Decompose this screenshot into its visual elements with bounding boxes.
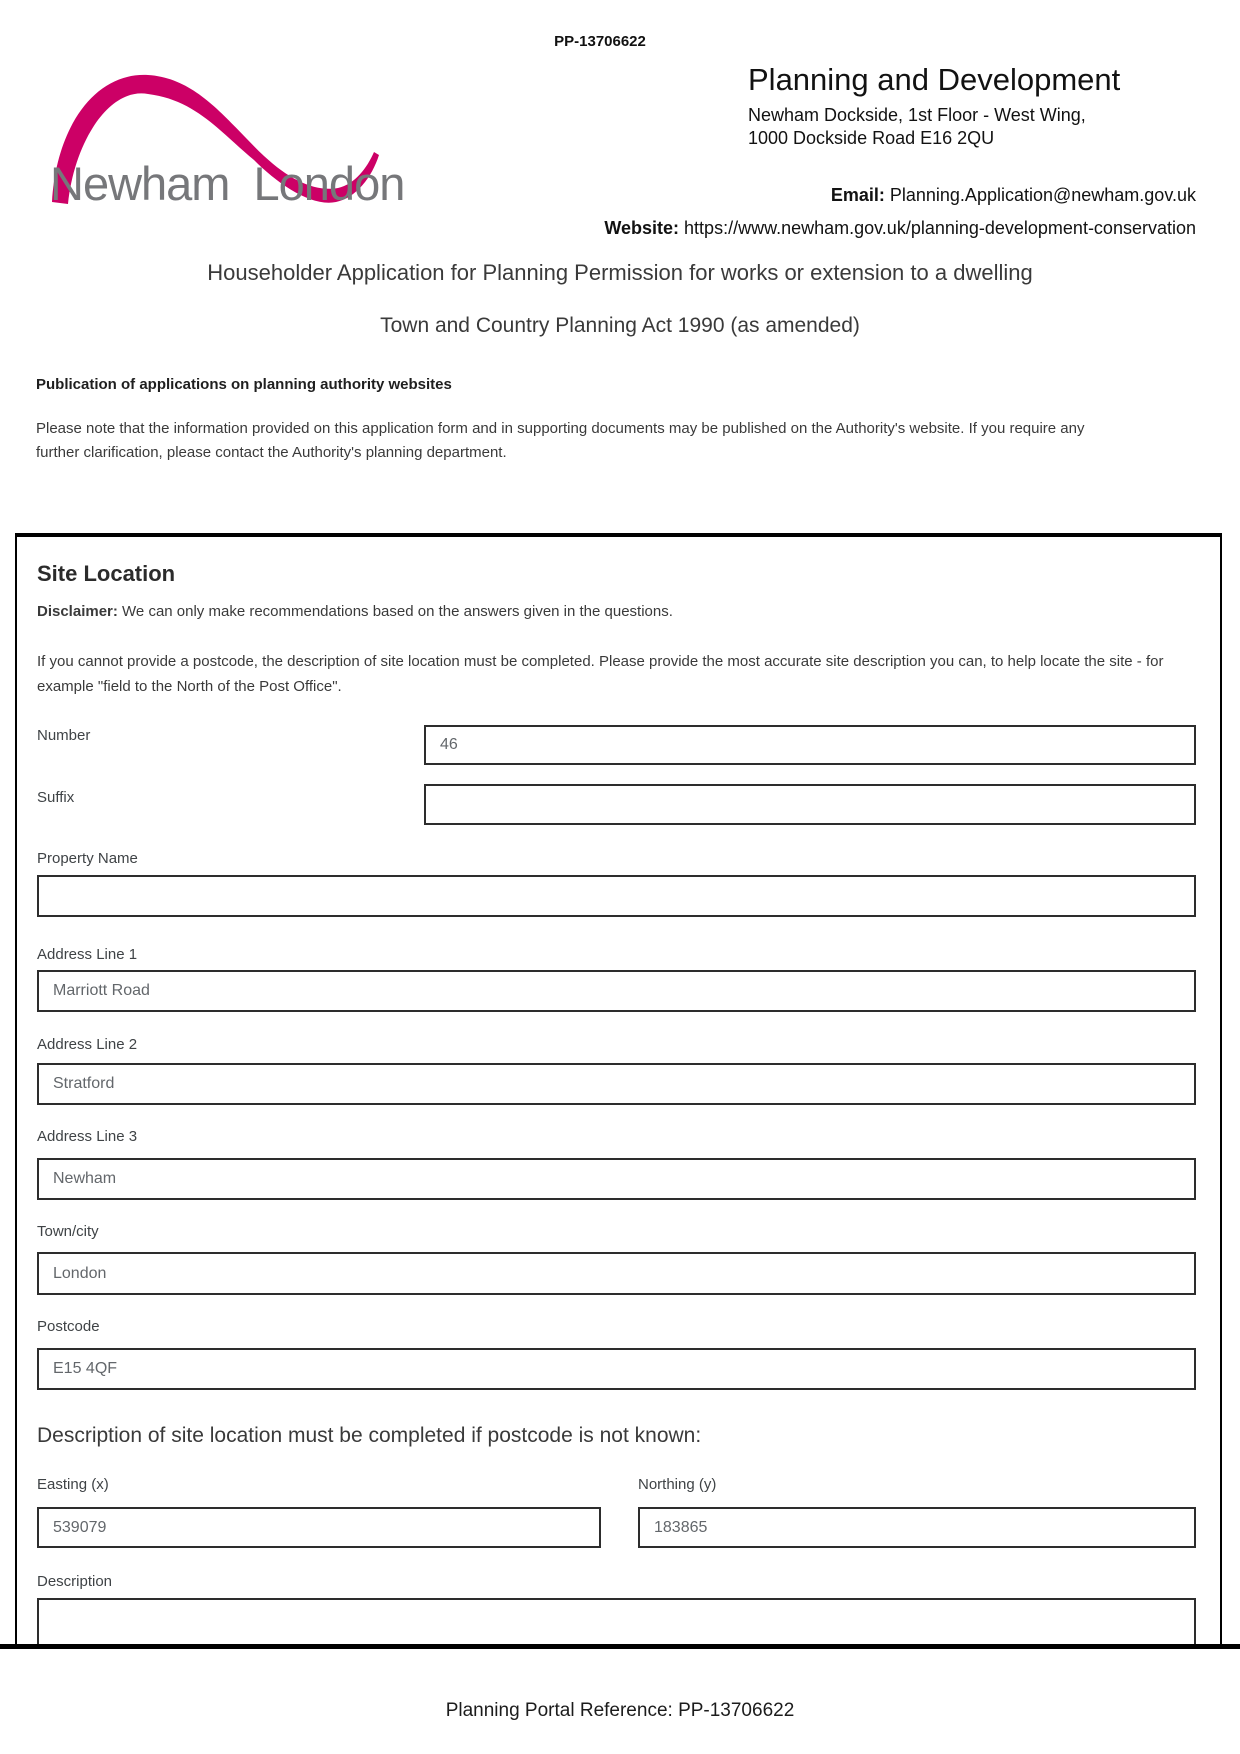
- address-line1-label: Address Line 1: [37, 946, 138, 963]
- northing-input[interactable]: [638, 1507, 1196, 1548]
- address-line2-input[interactable]: [37, 1063, 1196, 1105]
- publication-heading: Publication of applications on planning authority websites: [36, 376, 452, 393]
- disclaimer-text: We can only make recommendations based on the answers given in the questions.: [117, 603, 673, 620]
- top-reference: PP-13706622: [554, 33, 646, 50]
- easting-input[interactable]: [37, 1507, 601, 1548]
- number-input[interactable]: [424, 725, 1196, 765]
- section-heading: Site Location: [37, 561, 176, 586]
- publication-text: Please note that the information provided on this application form and in supporting documents may be published on the Authority's website. If you require any further clarification, please contact the Authority's planning department.: [36, 420, 1085, 461]
- email-label: Email:: [830, 185, 885, 205]
- newham-london-logo: [48, 60, 405, 222]
- postcode-label: Postcode: [37, 1318, 100, 1335]
- document-title: Householder Application for Planning Permission for works or extension to a dwelling: [207, 260, 1033, 285]
- description-label: Description: [37, 1573, 113, 1590]
- northing-label: Northing (y): [638, 1476, 717, 1493]
- description-requirement-heading: Description of site location must be completed if postcode is not known:: [37, 1424, 702, 1447]
- address-line2-label: Address Line 2: [37, 1036, 138, 1053]
- town-city-input[interactable]: [37, 1252, 1196, 1295]
- address-line-2: 1000 Dockside Road E16 2QU: [748, 128, 995, 148]
- address-line1-input[interactable]: [37, 970, 1196, 1012]
- contact-email-line: [831, 185, 1196, 206]
- website-value: https://www.newham.gov.uk/planning-development-conservation: [684, 218, 1196, 238]
- description-textarea[interactable]: [37, 1598, 1196, 1646]
- address-line3-input[interactable]: [37, 1158, 1196, 1200]
- town-city-label: Town/city: [37, 1223, 99, 1240]
- disclaimer-line: [37, 603, 673, 620]
- disclaimer-label: Disclaimer:: [37, 603, 118, 620]
- suffix-label: Suffix: [37, 789, 75, 806]
- easting-label: Easting (x): [37, 1476, 109, 1493]
- suffix-input[interactable]: [424, 784, 1196, 825]
- property-name-label: Property Name: [37, 850, 138, 867]
- page-break-divider: [0, 1644, 1240, 1649]
- postcode-input[interactable]: [37, 1348, 1196, 1390]
- website-label: Website:: [604, 218, 680, 238]
- address-line3-label: Address Line 3: [37, 1128, 138, 1145]
- department-title: Planning and Development: [748, 62, 1121, 97]
- section-intro-text: If you cannot provide a postcode, the description of site location must be completed. Please provide the most accurate site description you can, to help locate the site - for example "field to the North of the Post Office".: [37, 653, 1164, 695]
- site-location-section: [15, 533, 1222, 1646]
- property-name-input[interactable]: [37, 875, 1196, 917]
- contact-website-line: [604, 218, 1196, 239]
- logo-wordmark: Newham London: [50, 157, 405, 210]
- email-value: Planning.Application@newham.gov.uk: [889, 185, 1196, 205]
- address-line-1: Newham Dockside, 1st Floor - West Wing,: [748, 105, 1086, 125]
- document-subtitle: Town and Country Planning Act 1990 (as amended): [380, 314, 860, 337]
- number-label: Number: [37, 727, 91, 744]
- department-address: [748, 104, 1086, 150]
- footer-reference: Planning Portal Reference: PP-13706622: [445, 1700, 795, 1721]
